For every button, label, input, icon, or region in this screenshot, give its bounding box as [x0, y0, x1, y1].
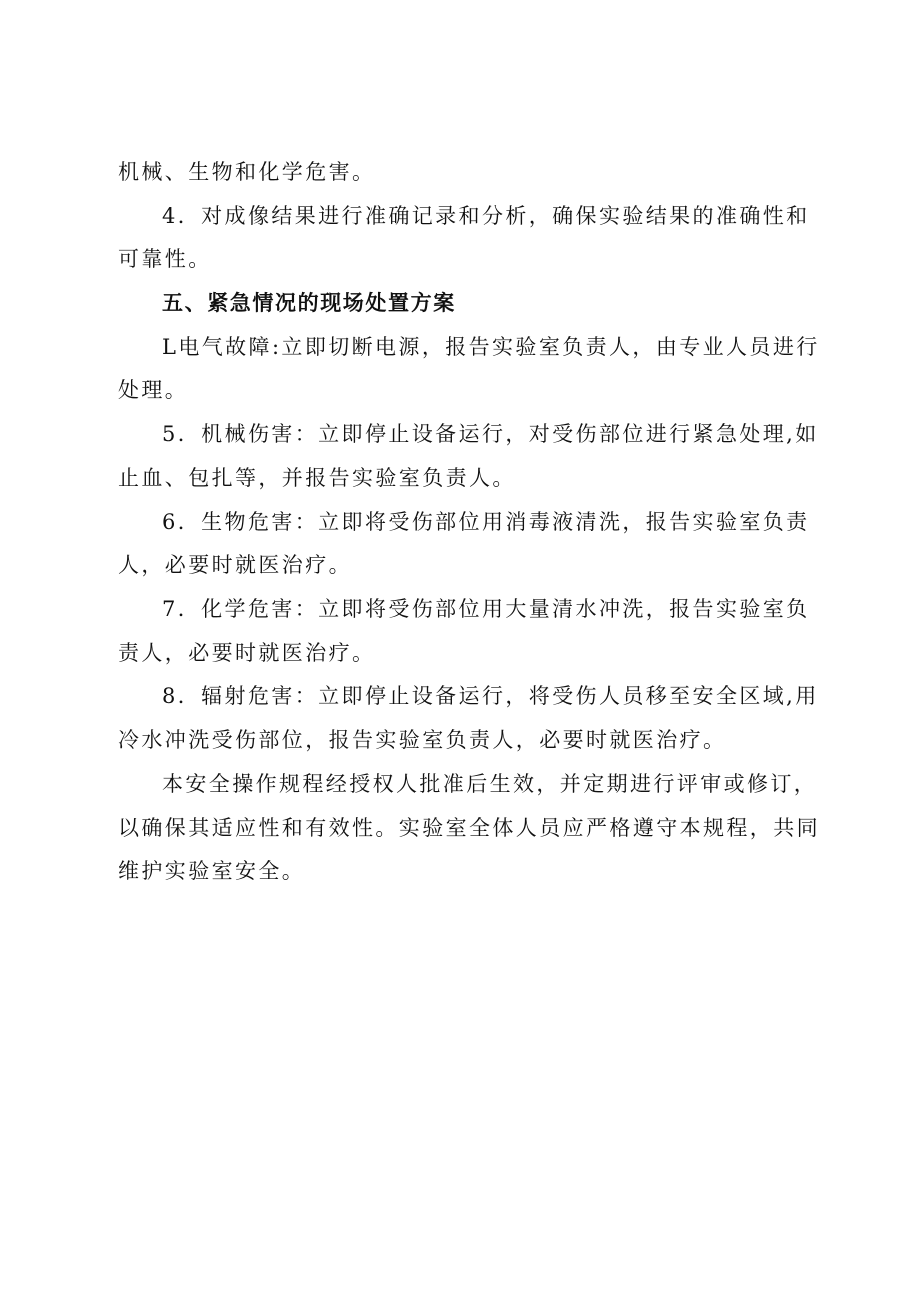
text-line-item-1: L电气故障:立即切断电源，报告实验室负责人，由专业人员进行	[162, 335, 820, 359]
text-line-item-4: 4．对成像结果进行准确记录和分析，确保实验结果的准确性和	[162, 204, 810, 228]
closing-paragraph-line-3: 维护实验室安全。	[118, 859, 306, 883]
text-line-item-7-cont: 责人，必要时就医治疗。	[118, 641, 376, 665]
closing-paragraph-line-2: 以确保其适应性和有效性。实验室全体人员应严格遵守本规程，共同	[118, 816, 820, 840]
text-line-item-8: 8．辐射危害：立即停止设备运行，将受伤人员移至安全区域,用	[162, 684, 819, 708]
closing-paragraph-line-1: 本安全操作规程经授权人批准后生效，并定期进行评审或修订，	[162, 772, 818, 796]
text-line-item-1-cont: 处理。	[118, 378, 189, 402]
text-line-item-5: 5．机械伤害：立即停止设备运行，对受伤部位进行紧急处理,如	[162, 422, 819, 446]
text-line-item-4-cont: 可靠性。	[118, 247, 212, 271]
section-heading: 五、紧急情况的现场处置方案	[162, 291, 456, 315]
text-line-item-7: 7．化学危害：立即将受伤部位用大量清水冲洗，报告实验室负	[162, 597, 810, 621]
text-line-item-6-cont: 人，必要时就医治疗。	[118, 553, 352, 577]
text-line-item-6: 6．生物危害：立即将受伤部位用消毒液清洗，报告实验室负责	[162, 510, 810, 534]
text-line-continuation: 机械、生物和化学危害。	[118, 160, 376, 184]
text-line-item-5-cont: 止血、包扎等，并报告实验室负责人。	[118, 466, 516, 490]
text-line-item-8-cont: 冷水冲洗受伤部位，报告实验室负责人，必要时就医治疗。	[118, 728, 727, 752]
